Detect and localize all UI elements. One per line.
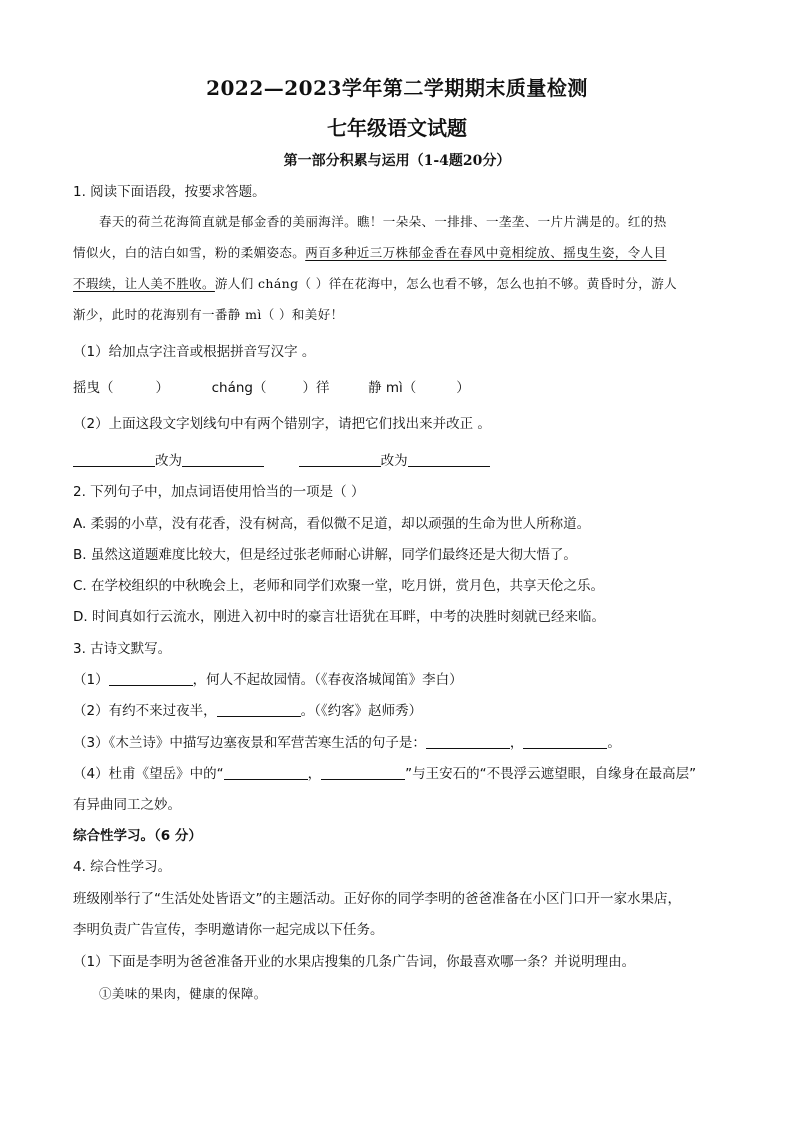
exam-title: 2022—2023学年第二学期期末质量检测 bbox=[206, 76, 588, 100]
change-to-label: 改为 bbox=[155, 453, 182, 469]
answer-blank[interactable] bbox=[321, 765, 405, 780]
item-suffix: 。（《约客》赵师秀） bbox=[300, 703, 423, 719]
q1-passage-line-1: 春天的荷兰花海简直就是郁金香的美丽海洋。瞧！一朵朵、一排排、一垄垄、一片片满是的。红的热 bbox=[99, 214, 667, 229]
answer-blank[interactable] bbox=[109, 671, 193, 686]
q3-item-3 bbox=[73, 733, 621, 753]
answer-blank[interactable] bbox=[73, 452, 155, 467]
q3-stem: 3. 古诗文默写。 bbox=[73, 641, 172, 657]
answer-blank[interactable] bbox=[426, 734, 510, 749]
q3-item-2 bbox=[73, 701, 422, 721]
q4-sub1: （1）下面是李明为爸爸准备开业的水果店搜集的几条广告词，你最喜欢哪一条？并说明理由。 bbox=[73, 954, 636, 970]
q3-item-4-line-2: 有异曲同工之妙。 bbox=[73, 797, 181, 813]
item-prefix: （4）杜甫《望岳》中的“ bbox=[73, 766, 224, 782]
item-suffix: ”与王安石的“不畏浮云遮望眼，自缘身在最高层” bbox=[405, 766, 697, 782]
item-prefix: （2）有约不来过夜半， bbox=[73, 703, 217, 719]
answer-blank[interactable] bbox=[182, 452, 264, 467]
q1-passage-line-2 bbox=[73, 243, 666, 263]
item-separator: ， bbox=[307, 766, 322, 782]
section-heading: 第一部分积累与运用（1-4题20分） bbox=[283, 153, 511, 169]
q2-option-a: A. 柔弱的小草，没有花香，没有树高，看似微不足道，却以顽强的生命为世人所称道。 bbox=[73, 516, 591, 532]
item-suffix: ，何人不起故园情。（《春夜洛城闻笛》李白） bbox=[192, 672, 463, 688]
q4-paragraph-line-1: 班级刚举行了“生活处处皆语文”的主题活动。正好你的同学李明的爸爸准备在小区门口开一家水果店， bbox=[73, 891, 681, 907]
exam-subtitle: 七年级语文试题 bbox=[327, 116, 467, 140]
q1-sub1-items bbox=[73, 378, 470, 398]
q2-option-b: B. 虽然这道题难度比较大，但是经过张老师耐心讲解，同学们最终还是大彻大悟了。 bbox=[73, 547, 577, 563]
item-prefix: （1） bbox=[73, 672, 109, 688]
q1-sub1: （1）给加点字注音或根据拼音写汉字 。 bbox=[73, 344, 316, 360]
item-a-label: 摇曳（ bbox=[73, 380, 114, 396]
passage-text: 游人们 cháng（ ）徉在花海中，怎么也看不够，怎么也拍不够。黄昏时分，游人 bbox=[214, 276, 678, 291]
q2-option-d: D. 时间真如行云流水，刚进入初中时的豪言壮语犹在耳畔，中考的决胜时刻就已经来临。 bbox=[73, 609, 605, 625]
item-b-label: cháng（ bbox=[211, 380, 267, 396]
answer-blank[interactable] bbox=[299, 452, 381, 467]
q1-sub2: （2）上面这段文字划线句中有两个错别字，请把它们找出来并改正 。 bbox=[73, 416, 491, 432]
q4-stem: 4. 综合性学习。 bbox=[73, 859, 172, 875]
q2-stem: 2. 下列句子中，加点词语使用恰当的一项是（ ） bbox=[73, 484, 365, 500]
underlined-sentence-part-2: 不瑕续，让人美不胜收。 bbox=[73, 276, 215, 291]
q3-item-4 bbox=[73, 764, 696, 784]
q1-sub2-answers bbox=[73, 451, 490, 471]
answer-blank[interactable] bbox=[224, 765, 308, 780]
answer-blank[interactable] bbox=[408, 452, 490, 467]
item-prefix: （3）《木兰诗》中描写边塞夜景和军营苦寒生活的句子是： bbox=[73, 735, 426, 751]
item-suffix: 。 bbox=[607, 735, 621, 751]
item-c-label: 静 mì（ bbox=[368, 380, 417, 396]
passage-text: 情似火，白的洁白如雪，粉的柔媚姿态。 bbox=[73, 245, 306, 260]
answer-blank[interactable] bbox=[523, 734, 607, 749]
item-a-close: ） bbox=[155, 380, 169, 396]
item-b-close: ）徉 bbox=[302, 380, 330, 396]
q1-stem: 1. 阅读下面语段，按要求答题。 bbox=[73, 184, 266, 200]
q4-paragraph-line-2: 李明负责广告宣传，李明邀请你一起完成以下任务。 bbox=[73, 922, 384, 938]
q4-ad-1: ①美味的果肉，健康的保障。 bbox=[99, 986, 267, 1001]
change-to-label: 改为 bbox=[380, 453, 408, 469]
underlined-sentence-part-1: 两百多种近三万株郁金香在春风中竟相绽放、摇曳生姿，令人目 bbox=[305, 245, 667, 260]
q3-item-1 bbox=[73, 670, 463, 690]
q1-passage-line-4: 渐少，此时的花海别有一番静 mì（ ）和美好！ bbox=[73, 307, 344, 322]
answer-blank[interactable] bbox=[217, 702, 301, 717]
q2-option-c: C. 在学校组织的中秋晚会上，老师和同学们欢聚一堂，吃月饼，赏月色，共享天伦之乐。 bbox=[73, 578, 605, 594]
q1-passage-line-3 bbox=[73, 274, 677, 294]
item-c-close: ） bbox=[456, 380, 470, 396]
item-separator: ， bbox=[509, 735, 524, 751]
q4-heading: 综合性学习。（6 分） bbox=[73, 828, 202, 844]
